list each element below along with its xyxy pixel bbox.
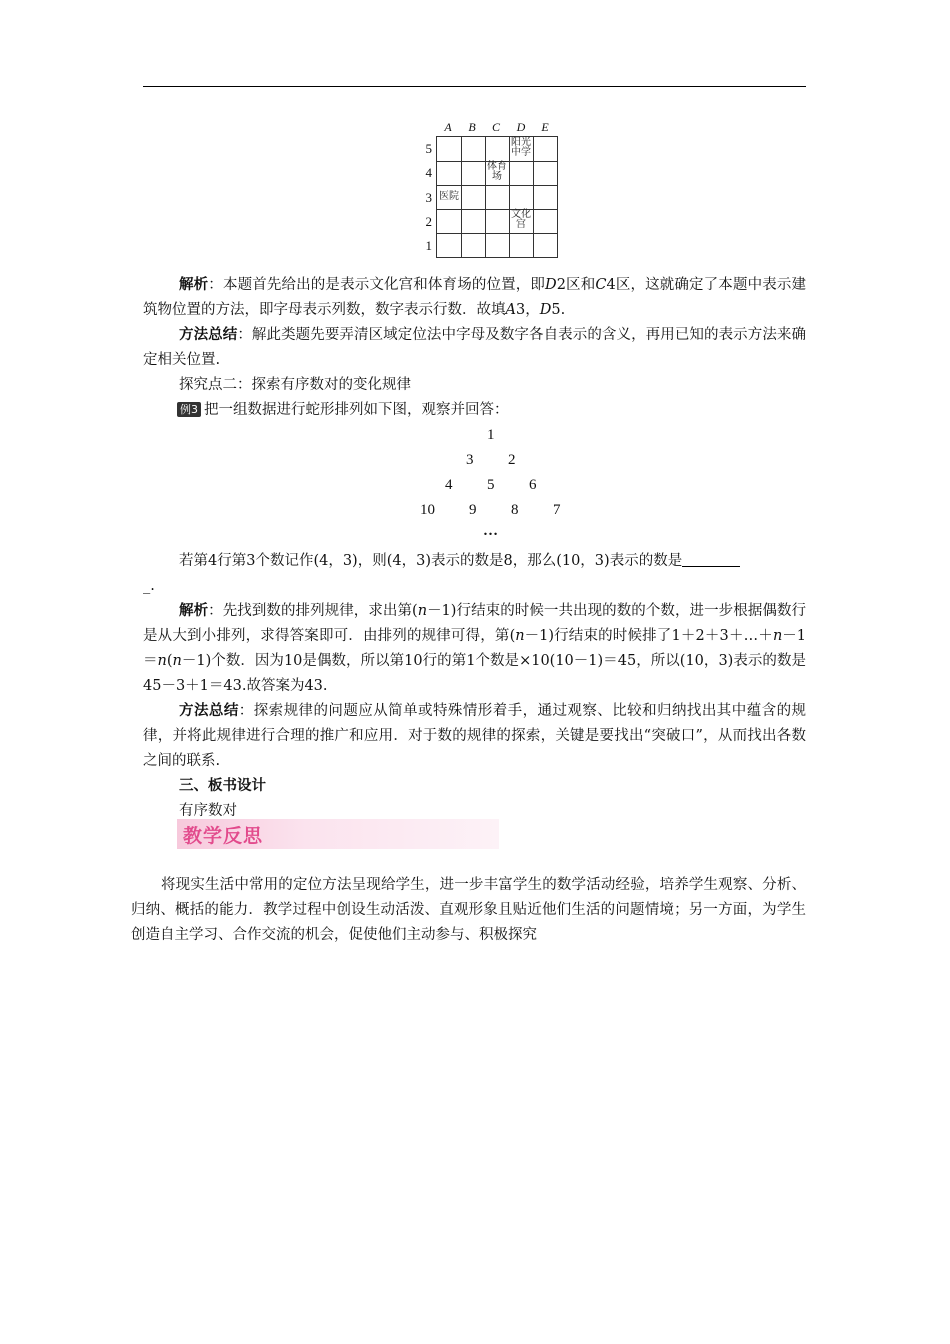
col-label-b: B — [468, 120, 476, 134]
method-summary-paragraph-2 — [143, 699, 806, 774]
board-design-heading: 三、板书设计 — [179, 778, 266, 794]
text: －1)个数．因为10是偶数，所以第10行的第1个数是×10(10－1)＝45，所以(10，3)表示的数是45－3＋1＝43.故答案为43. — [143, 653, 806, 694]
row-label-1: 1 — [425, 238, 432, 253]
cell-text: 文化 — [511, 209, 531, 220]
tri-num: 9 — [469, 502, 477, 518]
banner-title: 教学反思 — [183, 825, 264, 847]
text: 把一组数据进行蛇形排列如下图，观察并回答： — [204, 402, 509, 418]
teaching-reflection-banner — [177, 819, 499, 849]
row-label-3: 3 — [425, 190, 432, 205]
example-paragraph — [143, 398, 806, 423]
section-heading: 探究点二：探索有序数对的变化规律 — [179, 377, 411, 393]
text: ：先找到数的排列规律，求出第( — [208, 603, 418, 619]
tri-num: 8 — [511, 502, 519, 518]
analysis-label: 解析 — [179, 277, 209, 293]
text: 3， — [515, 302, 540, 318]
col-label-e: E — [541, 120, 549, 134]
tri-num: 7 — [553, 502, 561, 518]
header-rule — [143, 86, 806, 87]
grid-line — [437, 185, 557, 186]
text: －1)行结束的时候一共出现的数的个数，进一步根据偶数行是从大到小排列，求得答案即可．由排列的规律可得，第( — [143, 603, 807, 644]
text: ( — [166, 653, 173, 669]
text: C — [595, 277, 607, 293]
text: ：本题首先给出的是表示文化宫和体育场的位置，即 — [208, 277, 546, 293]
grid-box — [436, 136, 558, 258]
analysis-paragraph-2 — [143, 599, 806, 699]
text: n — [417, 603, 428, 619]
text: 2区和 — [556, 277, 596, 293]
analysis-label: 解析 — [179, 603, 209, 619]
cell-text: 宫 — [516, 219, 526, 230]
reflection-block — [131, 873, 806, 948]
tri-ellipsis: … — [483, 523, 498, 539]
text: D — [539, 302, 552, 318]
text: n — [157, 653, 167, 669]
text: ：解此类题先要弄清区域定位法中字母及数字各自表示的含义，再用已知的表示方法来确定相关位置. — [143, 327, 807, 368]
analysis-block-1 — [143, 273, 806, 423]
text: n — [172, 653, 182, 669]
text: _. — [143, 578, 155, 594]
text: －1＝ — [143, 628, 807, 669]
method-summary-label: 方法总结 — [179, 703, 239, 719]
cell-hospital: 医院 — [439, 191, 459, 202]
text: D — [545, 277, 557, 293]
question-paragraph — [143, 549, 806, 599]
text: ：探索规律的问题应从简单或特殊情形着手，通过观察、比较和归纳找出其中蕴含的规律，并将此规律进行合理的推广和应用．对于数的规律的探索，关键是要找出“突破口”，从而找出各数之间的联系. — [143, 703, 807, 769]
cell-text: 阳光 — [511, 137, 531, 148]
tri-num: 3 — [466, 452, 474, 468]
cell-culture-palace — [509, 210, 533, 230]
text: n — [772, 628, 783, 644]
text: －1)行结束的时候排了1＋2＋3＋…＋ — [524, 628, 773, 644]
col-label-d: D — [516, 120, 526, 134]
col-label-a: A — [444, 120, 452, 134]
text: n — [515, 628, 525, 644]
row-label-5: 5 — [425, 141, 432, 156]
tri-num: 1 — [487, 427, 495, 443]
text: 4区，这就确定了本题中表示建筑物位置的方法，即字母表示列数，数字表示行数．故填 — [143, 277, 807, 318]
tri-num: 2 — [508, 452, 516, 468]
board-design-content: 有序数对 — [179, 803, 237, 819]
cell-yangguang-school — [509, 138, 533, 158]
cell-stadium — [485, 162, 509, 182]
grid-line — [437, 209, 557, 210]
row-label-4: 4 — [425, 165, 432, 180]
tri-num: 6 — [529, 477, 537, 493]
row-label-2: 2 — [425, 214, 432, 229]
answer-blank — [682, 552, 740, 567]
method-summary-paragraph — [143, 323, 806, 373]
grid-line — [437, 233, 557, 234]
col-label-c: C — [491, 120, 500, 134]
method-summary-label: 方法总结 — [179, 327, 238, 343]
cell-text: 场 — [492, 171, 502, 182]
text: 5. — [551, 302, 566, 318]
tri-num: 4 — [445, 477, 453, 493]
text: 若第4行第3个数记作(4，3)，则(4，3)表示的数是8，那么(10，3)表示的数是 — [179, 553, 683, 569]
reflection-paragraph: 将现实生活中常用的定位方法呈现给学生，进一步丰富学生的数学活动经验，培养学生观察、分析、归纳、概括的能力．教学过程中创设生动活泼、直观形象且贴近他们生活的问题情境；另一方面，为学生创造自主学习、合作交流的机会，促使他们主动参与、积极探究 — [131, 877, 806, 943]
cell-text: 中学 — [511, 147, 531, 158]
cell-text: 体育 — [487, 161, 507, 172]
question-block — [143, 549, 806, 824]
tri-num: 10 — [420, 502, 435, 518]
text: A — [505, 302, 516, 318]
example-badge: 例3 — [177, 402, 201, 417]
tri-num: 5 — [487, 477, 495, 493]
location-grid-figure — [418, 120, 568, 262]
analysis-paragraph — [143, 273, 806, 323]
grid-line — [485, 137, 486, 257]
